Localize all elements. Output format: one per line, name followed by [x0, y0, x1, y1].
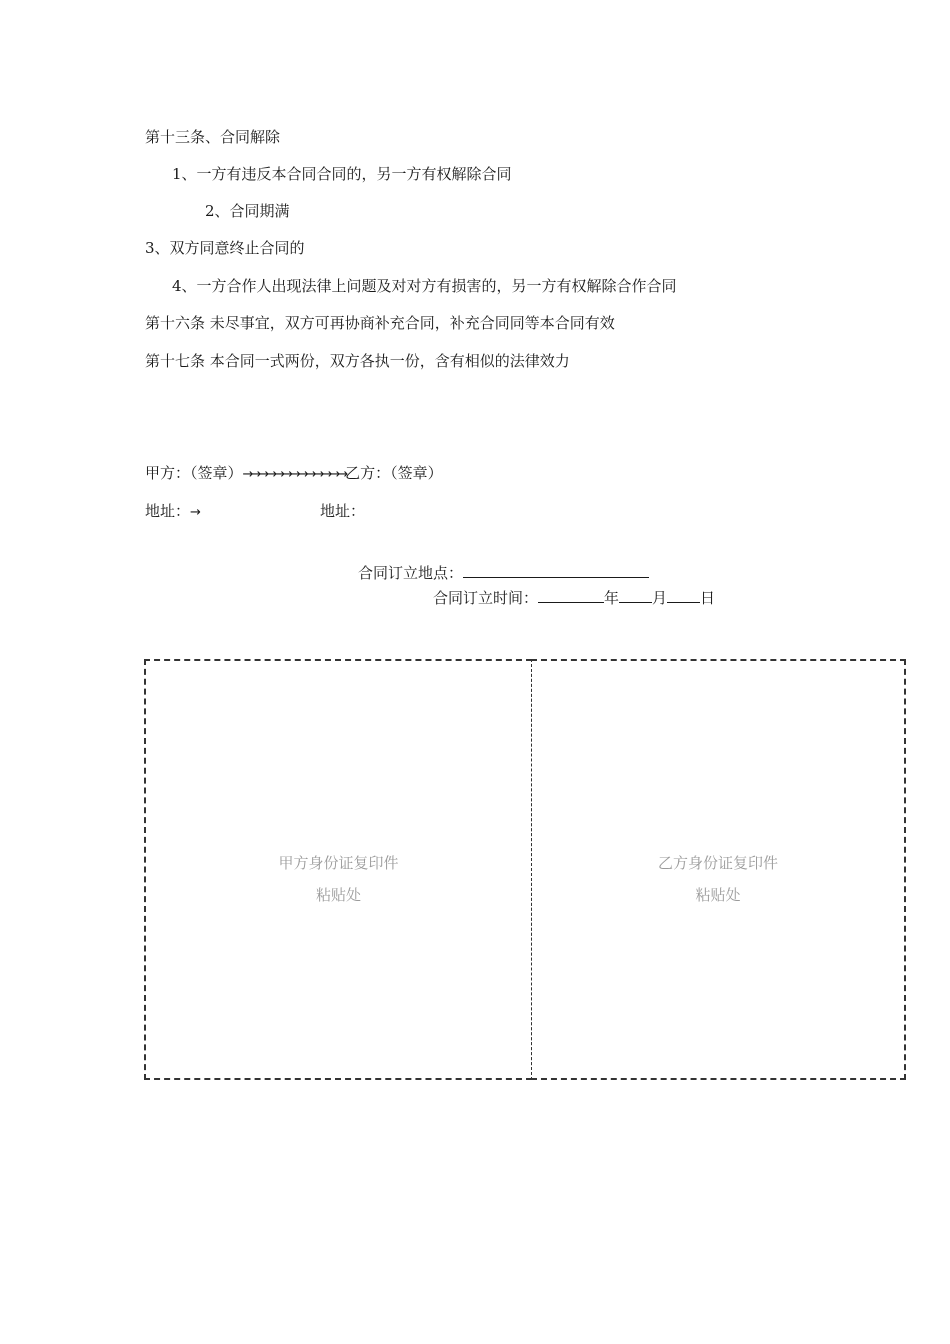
party-b-address-label: 地址： [320, 502, 366, 520]
party-b-signature-label: 乙方：（签章） [345, 464, 443, 482]
month-blank[interactable] [619, 588, 652, 603]
month-label: 月 [652, 589, 668, 607]
party-b-paste-label: 粘贴处 [695, 886, 741, 904]
party-a-address-label: 地址： [145, 502, 191, 520]
contract-time-label: 合同订立时间： [433, 589, 539, 607]
clause-item-2: 2、合同期满 [205, 202, 290, 220]
signature-line [145, 463, 443, 485]
article-16: 第十六条 未尽事宜，双方可再协商补充合同，补充合同同等本合同有效 [145, 314, 615, 332]
year-blank[interactable] [538, 588, 604, 603]
party-b-id-label: 乙方身份证复印件 [657, 854, 778, 872]
article-17: 第十七条 本合同一式两份，双方各执一份，含有相似的法律效力 [145, 352, 570, 370]
party-a-id-label: 甲方身份证复印件 [278, 854, 399, 872]
party-a-paste-label: 粘贴处 [315, 886, 361, 904]
day-label: 日 [700, 589, 716, 607]
tab-arrow: → [190, 505, 201, 520]
party-a-id-paste-area [144, 659, 532, 1080]
year-label: 年 [604, 589, 620, 607]
party-b-id-paste-area [531, 659, 906, 1080]
article-13-title: 第十三条、合同解除 [145, 128, 281, 146]
address-line [145, 501, 201, 523]
party-a-signature-label: 甲方：（签章） [145, 464, 243, 482]
contract-place-line [358, 563, 649, 583]
clause-item-1: 1、一方有违反本合同合同的，另一方有权解除合同 [172, 165, 512, 183]
contract-place-blank[interactable] [463, 563, 649, 578]
day-blank[interactable] [667, 588, 700, 603]
contract-time-line [433, 588, 715, 608]
contract-place-label: 合同订立地点： [358, 564, 464, 582]
clause-item-3: 3、双方同意终止合同的 [145, 239, 305, 257]
clause-item-4: 4、一方合作人出现法律上问题及对对方有损害的，另一方有权解除合作合同 [172, 277, 677, 295]
tab-arrows: →→→→→→→→→→→→→ [242, 467, 346, 482]
